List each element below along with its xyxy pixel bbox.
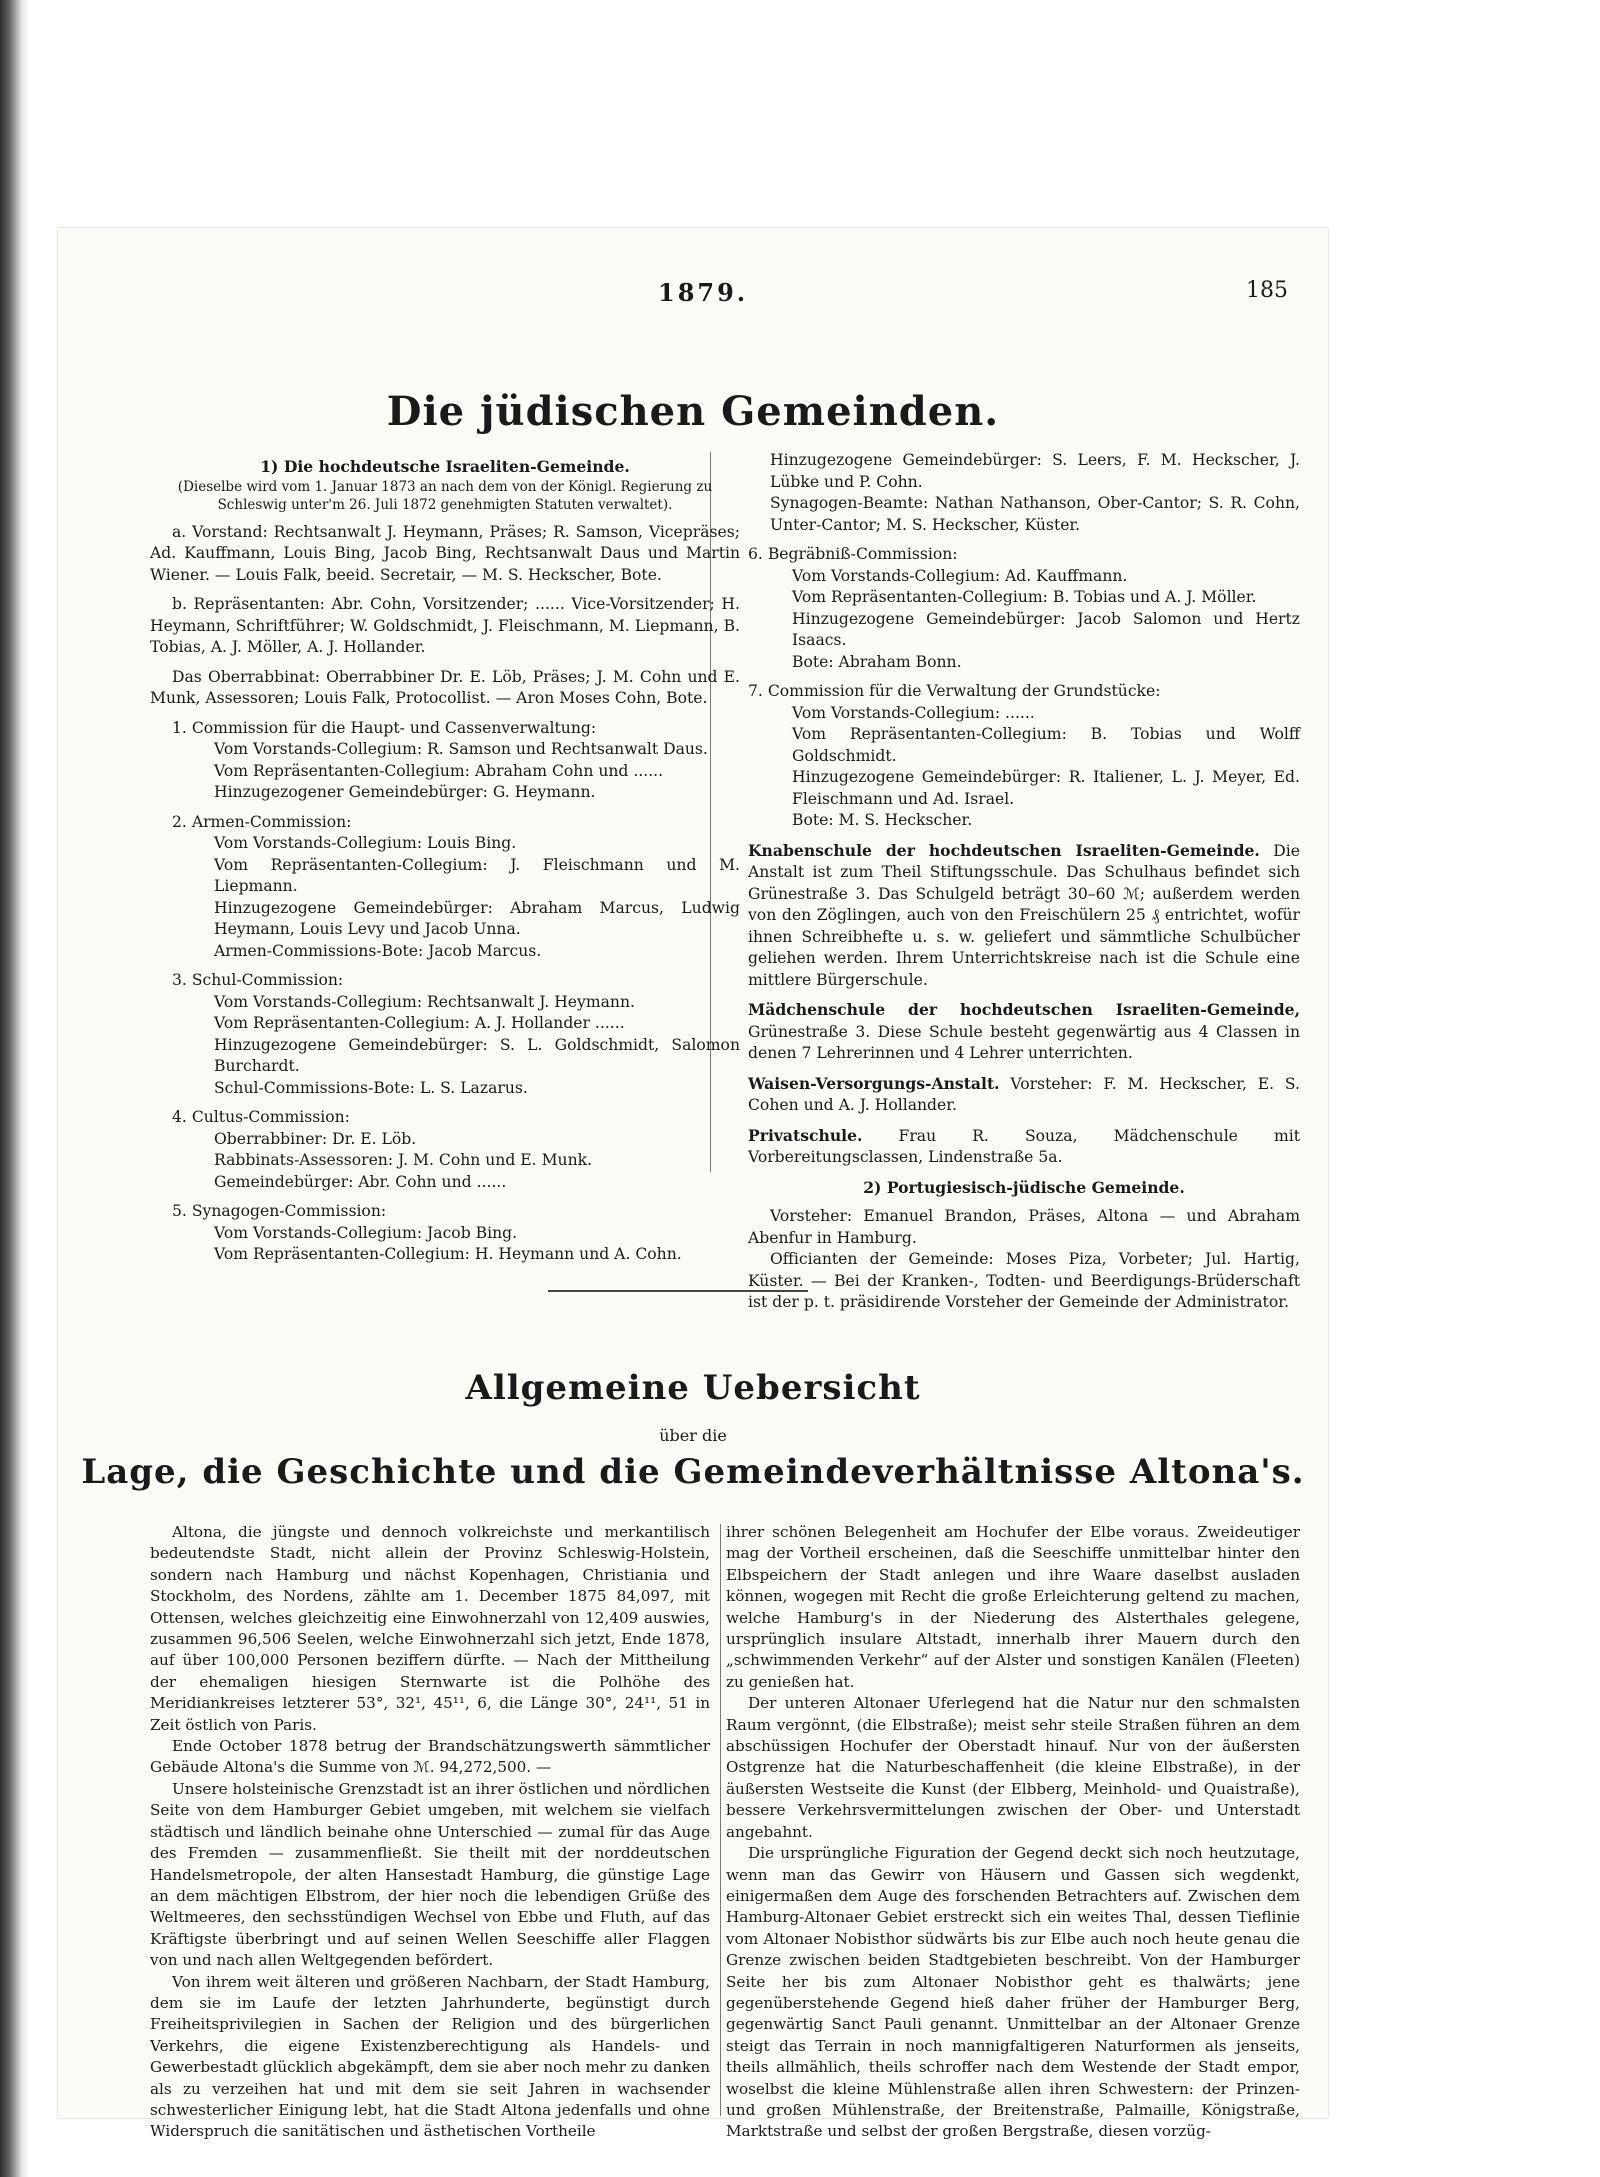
commission-line: Vom Vorstands-Collegium: R. Samson und Rechtsanwalt Daus. <box>214 740 708 758</box>
commission-line: Vom Vorstands-Collegium: ...... <box>792 703 1035 722</box>
main-title: Die jüdischen Gemeinden. <box>386 388 1000 435</box>
commission-line: Vom Vorstands-Collegium: Ad. Kauffmann. <box>792 566 1128 585</box>
commission-line: Bote: M. S. Heckscher. <box>792 811 973 829</box>
commission-line: Hinzugezogener Gemeindebürger: G. Heymann. <box>214 783 596 801</box>
commission-title: 1. Commission für die Haupt- und Cassenverwaltung: <box>172 718 597 737</box>
body-paragraph: Unsere holsteinische Grenzstadt ist an ihrer östlichen und nördlichen Seite von dem Hamburger Gebiet umgeben, mit welchem sie vielfach städtisch und ländlich beinahe ohne Unterschied — zumal für das Auge des Fremden — zusammenfließt. Sie theilt mit der norddeutschen Handelsmetropole, der alten Hansestadt Hamburg, die günstige Lage an dem mächtigen Elbstrom, der hier noch die lebendigen Grüße des Weltmeeres, den sechsstündigen Wechsel von Ebbe und Fluth, auf das Kräftigste überbringt und auf seinen Wellen Seeschiffe aller Flaggen von und nach allen Weltgegenden befördert. <box>150 1779 710 1970</box>
waisen-heading: Waisen-Versorgungs-Anstalt. <box>748 1073 1000 1093</box>
commission-line: Bote: Abraham Bonn. <box>792 652 962 671</box>
section-title: Allgemeine Uebersicht <box>465 1368 921 1408</box>
section-connector: über die <box>659 1426 727 1445</box>
privatschule-paragraph <box>748 1125 1300 1169</box>
body-paragraph: Ende October 1878 betrug der Brandschätzungswerth sämmtlicher Gebäude Altona's die Summe von ℳ. 94,272,500. — <box>150 1737 710 1777</box>
commission-line: Vom Vorstands-Collegium: Jacob Bing. <box>214 1223 518 1242</box>
commission-title: 3. Schul-Commission: <box>172 971 344 989</box>
maedchenschule-paragraph <box>748 999 1300 1065</box>
body-paragraph: Die ursprüngliche Figuration der Gegend deckt sich noch heutzutage, wenn man das Gewirr von Häusern und Gassen sich wegdenkt, einigermaßen dem Auge des forschenden Betrachters auf. Zwischen dem Hamburg-Altonaer Gebiet erstreckt sich ein weites Thal, dessen Tieflinie vom Altonaer Nobisthor südwärts bis zur Elbe auch noch heute genau die Grenze zwischen beiden Stadtgebieten beschreibt. Von der Hamburger Seite her bis zum Altonaer Nobisthor geht es thalwärts; jene gegenüberstehende Gegend hieß daher früher der Hamburger Berg, gegenwärtig Sanct Pauli genannt. Unmittelbar an der Altonaer Grenze steigt das Terrain in noch mannigfaltigeren Naturformen als jenseits, theils allmählich, theils schroffer nach dem Westende der Stadt empor, woselbst die kleine Mühlenstraße allen ihren Schwestern: der Prinzen- und großen Mühlenstraße, der Breitenstraße, Palmaille, Königstraße, Marktstraße und selbst der großen Bergstraße, diesen vorzüg- <box>726 1844 1300 2141</box>
book-page <box>58 228 1328 2141</box>
left-column <box>150 1522 710 2143</box>
body-paragraph: ihrer schönen Belegenheit am Hochufer der Elbe voraus. Zweideutiger mag der Vortheil erscheinen, daß die Seeschiffe unmittelbar hinter den Elbspeichern der Stadt anlegen und ihre Waare daselbst ausladen können, wogegen mit Recht die große Erleichterung geltend zu machen, welche Hamburg's in der Niederung des Alsterthales gelegene, ursprünglich insulare Altstadt, innerhalb ihrer Mauern durch den „schwimmenden Verkehr“ auf der Alster und sonstigen Kanälen (Fleeten) zu genießen hat. <box>726 1523 1300 1691</box>
running-head <box>58 278 1328 308</box>
commission-title: 6. Begräbniß-Commission: <box>748 545 958 563</box>
commission-title: 7. Commission für die Verwaltung der Grundstücke: <box>748 682 1161 700</box>
body-paragraph: Der unteren Altonaer Uferlegend hat die Natur nur den schmalsten Raum vergönnt, (die Elbstraße); meist sehr steile Straßen führen an dem abschüssigen Hochufer der Oberstadt hinauf. Nur von der äußersten Ostgrenze hat die Naturbeschaffenheit (die kleine Elbstraße), in der äußersten Westseite die Kunst (der Elbberg, Meinhold- und Quaistraße), bessere Verkehrsvermittelungen zwischen der Ober- und Unterstadt angebahnt. <box>726 1694 1300 1841</box>
commission-line: Oberrabbiner: Dr. E. Löb. <box>214 1129 417 1148</box>
column-divider <box>720 1524 721 2116</box>
commission-title: 5. Synagogen-Commission: <box>172 1202 387 1220</box>
commission-line: Vom Repräsentanten-Collegium: B. Tobias und Wolff Goldschmidt. <box>792 725 1300 765</box>
right-column <box>748 450 1300 1314</box>
commission-line: Hinzugezogene Gemeindebürger: S. L. Goldschmidt, Salomon Burchardt. <box>214 1035 740 1075</box>
vorstand-paragraph: a. Vorstand: Rechtsanwalt J. Heymann, Präses; R. Samson, Vicepräses; Ad. Kauffmann, Louis Bing, Jacob Bing, Rechtsanwalt Daus und Martin Wiener. — Louis Falk, beeid. Secretair, — M. S. Heckscher, Bote. <box>150 522 740 584</box>
waisen-text: Vorsteher: F. M. Heckscher, E. S. Cohen und A. J. Hollander. <box>748 1074 1300 1114</box>
commission-line: Gemeindebürger: Abr. Cohn und ...... <box>214 1172 507 1191</box>
page-number: 185 <box>1246 278 1288 303</box>
officianten-paragraph: Officianten der Gemeinde: Moses Piza, Vorbeter; Jul. Hartig, Küster. — Bei der Kranken-, Todten- und Beerdigungs-Brüderschaft ist der p. t. präsidirende Vorsteher der Gemeinde der Administrator. <box>748 1250 1300 1311</box>
vorsteher-paragraph: Vorsteher: Emanuel Brandon, Präses, Altona — und Abraham Abenfur in Hamburg. <box>748 1207 1300 1247</box>
commission-title: 2. Armen-Commission: <box>172 812 352 831</box>
privatschule-heading: Privatschule. <box>748 1125 863 1145</box>
section-heading: 1) Die hochdeutsche Israeliten-Gemeinde. <box>260 457 630 476</box>
commission-line: Hinzugezogene Gemeindebürger: Abraham Marcus, Ludwig Heymann, Louis Levy und Jacob Unna. <box>214 898 740 938</box>
commission-line: Vom Repräsentanten-Collegium: J. Fleischmann und M. Liepmann. <box>214 855 740 895</box>
maedchenschule-heading: Mädchenschule der hochdeutschen Israeliten-Gemeinde, <box>748 1000 1300 1019</box>
commission-line: Vom Vorstands-Collegium: Rechtsanwalt J. Heymann. <box>214 992 635 1011</box>
right-column <box>726 1522 1300 2143</box>
body-paragraph: Altona, die jüngste und dennoch volkreichste und merkantilisch bedeutendste Stadt, nicht allein der Provinz Schleswig-Holstein, sondern nach Hamburg und nächst Kopenhagen, Christiania und Stockholm, des Nordens, zählte am 1. December 1875 84,097, mit Ottensen, welches gleichzeitig eine Einwohnerzahl von 12,409 auswies, zusammen 96,506 Seelen, welche Einwohnerzahl sich jetzt, Ende 1878, auf über 100,000 Personen beziffern dürfte. — Nach der Mittheilung der ehemaligen hiesigen Sternwarte ist die Polhöhe des Meridiankreises letzterer 53°, 32¹, 45¹¹, 6, die Länge 30°, 24¹¹, 51 in Zeit östlich von Paris. <box>150 1523 710 1734</box>
commission-line: Schul-Commissions-Bote: L. S. Lazarus. <box>214 1078 528 1097</box>
commission-line: Armen-Commissions-Bote: Jacob Marcus. <box>214 941 542 960</box>
commission-line: Rabbinats-Assessoren: J. M. Cohn und E. Munk. <box>214 1151 593 1169</box>
section-note: (Dieselbe wird vom 1. Januar 1873 an nach dem von der Königl. Regierung zu Schleswig unter'm 26. Juli 1872 genehmigten Statuten verwaltet). <box>177 478 713 513</box>
commission-line: Vom Repräsentanten-Collegium: Abraham Cohn und ...... <box>214 761 664 780</box>
oberrabbinat-paragraph: Das Oberrabbinat: Oberrabbiner Dr. E. Löb, Präses; J. M. Cohn und E. Munk, Assessoren; Louis Falk, Protocollist. — Aron Moses Cohn, Bote. <box>150 667 740 707</box>
commission-line: Vom Repräsentanten-Collegium: H. Heymann und A. Cohn. <box>214 1245 682 1263</box>
body-paragraph: Von ihrem weit älteren und größeren Nachbarn, der Stadt Hamburg, dem sie im Laufe der letzten Jahrhunderte, begünstigt durch Freiheitsprivilegien in Sachen der Religion und des bürgerlichen Verkehrs, die eigene Existenzberechtigung als Handels- und Gewerbestadt glücklich abgekämpft, dem sie aber noch mehr zu danken als zu verzeihen hat und mit dem sie seit Jahren in wachsender schwesterlicher Einigung lebt, hat die Stadt Altona jedenfalls und ohne Widerspruch die sanitätischen und ästhetischen Vortheile <box>150 1972 710 2141</box>
commission-line: Synagogen-Beamte: Nathan Nathanson, Ober-Cantor; S. R. Cohn, Unter-Cantor; M. S. Heckscher, Küster. <box>770 494 1300 534</box>
maedchenschule-text: Grünestraße 3. Diese Schule besteht gegenwärtig aus 4 Classen in denen 7 Lehrerinnen und 4 Lehrer unterrichten. <box>748 1022 1300 1062</box>
section-heading: 2) Portugiesisch-jüdische Gemeinde. <box>863 1177 1185 1197</box>
waisen-paragraph <box>748 1073 1300 1117</box>
commission-line: Hinzugezogene Gemeindebürger: Jacob Salomon und Hertz Isaacs. <box>792 609 1300 649</box>
commission-line: Hinzugezogene Gemeindebürger: R. Italiener, L. J. Meyer, Ed. Fleischmann und Ad. Israel. <box>792 768 1300 808</box>
scan-binding-edge <box>0 0 30 2177</box>
commission-line: Hinzugezogene Gemeindebürger: S. Leers, F. M. Heckscher, J. Lübke und P. Cohn. <box>770 451 1300 491</box>
knabenschule-heading: Knabenschule der hochdeutschen Israeliten-Gemeinde. <box>748 840 1260 860</box>
section-subtitle: Lage, die Geschichte und die Gemeindeverhältnisse Altona's. <box>81 1452 1305 1492</box>
left-column <box>150 456 740 1266</box>
running-head-year: 1879. <box>658 278 749 307</box>
repraesentanten-paragraph: b. Repräsentanten: Abr. Cohn, Vorsitzender; ...... Vice-Vorsitzender; H. Heymann, Schriftführer; W. Goldschmidt, J. Fleischmann, M. Liepmann, B. Tobias, A. J. Möller, A. J. Hollander. <box>150 595 740 656</box>
privatschule-text: Frau R. Souza, Mädchenschule mit Vorbereitungsclassen, Lindenstraße 5a. <box>748 1126 1300 1166</box>
knabenschule-paragraph <box>748 840 1300 992</box>
commission-line: Vom Repräsentanten-Collegium: A. J. Hollander ...... <box>214 1014 625 1032</box>
commission-line: Vom Repräsentanten-Collegium: B. Tobias und A. J. Möller. <box>792 588 1257 606</box>
knabenschule-text: Die Anstalt ist zum Theil Stiftungsschule. Das Schulhaus befindet sich Grünestraße 3. Das Schulgeld beträgt 30–60 ℳ; außerdem werden von den Zöglingen, auch von den Freischülern 25 ₰ entrichtet, wofür ihnen Schreibhefte u. s. w. geliefert und sämmtliche Schulbücher geliehen werden. Ihrem Unterrichtskreise nach ist die Schule eine mittlere Bürgerschule. <box>748 841 1300 989</box>
commission-line: Vom Vorstands-Collegium: Louis Bing. <box>214 834 517 852</box>
commission-title: 4. Cultus-Commission: <box>172 1108 350 1126</box>
section-rule <box>548 1290 808 1292</box>
